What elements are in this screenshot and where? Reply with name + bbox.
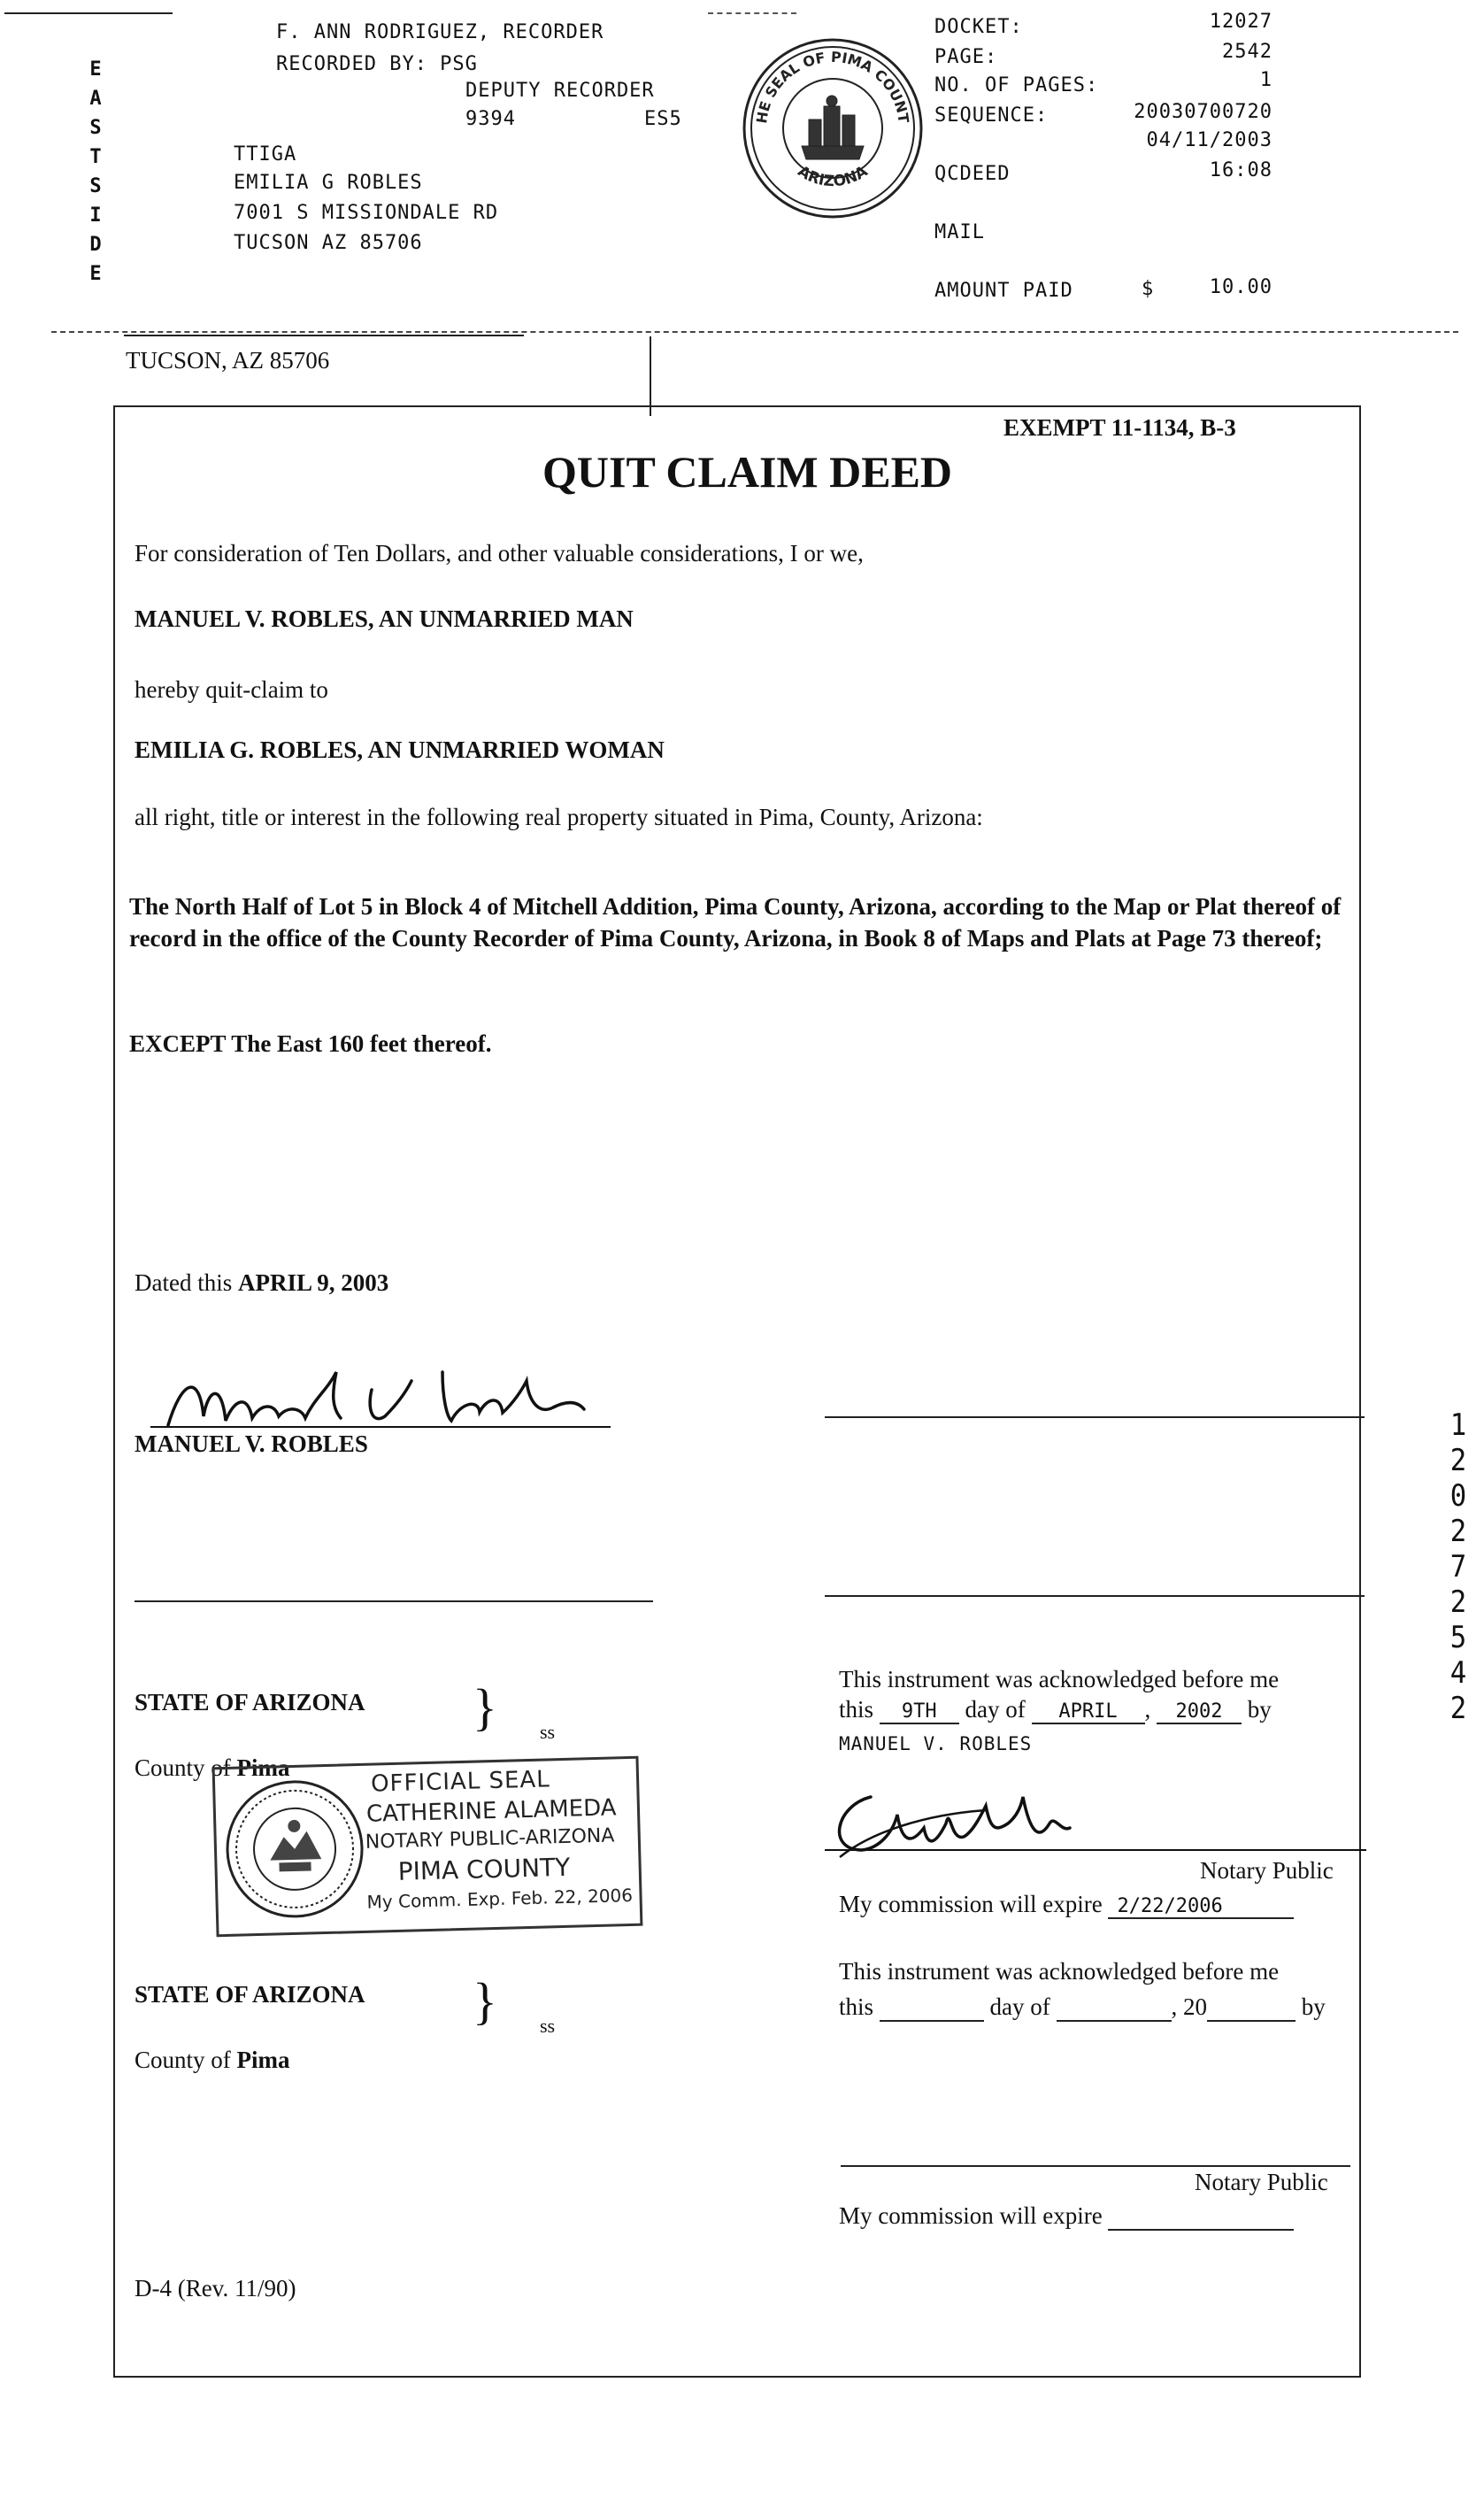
page-side-stamp: [1442, 1584, 1474, 1726]
pages-label: NO. OF PAGES:: [934, 74, 1099, 96]
notary2-signature-line: [841, 2165, 1350, 2167]
return-code: TTIGA: [234, 143, 297, 166]
grantee-name: EMILIA G. ROBLES, AN UNMARRIED WOMAN: [135, 736, 665, 763]
month-field: APRIL: [1032, 1700, 1145, 1724]
seal-bottom-text: ARIZONA: [794, 162, 872, 191]
except-clause: EXCEPT The East 160 feet thereof.: [129, 1030, 492, 1057]
stamp-notary-name: CATHERINE ALAMEDA: [365, 1794, 617, 1828]
notary2-commission: [839, 2202, 1294, 2231]
recorder-name: F. ANN RODRIGUEZ, RECORDER: [276, 21, 604, 43]
notary1-by-name: MANUEL V. ROBLES: [839, 1733, 1033, 1754]
page-digit: 2: [1449, 1584, 1467, 1620]
blank-signature-line: [825, 1595, 1365, 1597]
day-field: 9TH: [880, 1700, 959, 1724]
page-digit: 5: [1449, 1620, 1467, 1655]
commission-label: My commission will expire: [839, 1891, 1103, 1917]
side-letter: E: [89, 263, 102, 285]
legal-description: The North Half of Lot 5 in Block 4 of Mitchell Addition, Pima County, Arizona, according to the Map or Plat thereof of record in the office of the County Recorder of Pima County, Arizona, in Book 8 of Maps and Plats at Page 73 thereof;: [129, 893, 1342, 952]
exemption-code: EXEMPT 11-1134, B-3: [1003, 414, 1236, 441]
pima-county-seal: [740, 35, 926, 221]
notary1-date-line: this 9TH day of APRIL , 2002 by: [839, 1696, 1272, 1723]
deputy-recorder-label: DEPUTY RECORDER: [465, 80, 655, 102]
deputy-number: 9394: [465, 108, 516, 130]
sequence-label: SEQUENCE:: [934, 104, 1049, 127]
side-letter: T: [89, 146, 102, 168]
stamp-notary-title: NOTARY PUBLIC-ARIZONA: [365, 1824, 615, 1854]
by-label: by: [1247, 1696, 1272, 1723]
stamp-commission: My Comm. Exp. Feb. 22, 2006: [366, 1884, 634, 1913]
docket-label: DOCKET:: [934, 16, 1023, 38]
day-field: [880, 1998, 984, 2022]
year-prefix: 200: [1175, 1700, 1211, 1723]
signer-name: MANUEL V. ROBLES: [135, 1430, 368, 1457]
county-value: Pima: [236, 1754, 290, 1781]
page-digit: 2: [1449, 1691, 1467, 1726]
side-letter: E: [89, 58, 102, 81]
this-label: this: [839, 1696, 874, 1723]
side-letter: S: [89, 175, 102, 197]
notary2-ss: ss: [540, 2015, 556, 2037]
return-box-city: TUCSON, AZ 85706: [126, 347, 330, 374]
docket-digit: 7: [1449, 1549, 1467, 1584]
stamp-county: PIMA COUNTY: [397, 1852, 571, 1886]
recorded-by: RECORDED BY: PSG: [276, 53, 478, 75]
record-date: 04/11/2003: [1146, 129, 1273, 151]
notary2-date-line: this day of , 20 by: [839, 1993, 1326, 2020]
return-name: EMILIA G ROBLES: [234, 172, 423, 194]
dated-value: APRIL 9, 2003: [237, 1269, 389, 1296]
page-label: PAGE:: [934, 46, 998, 68]
notary2-public-label: Notary Public: [1195, 2169, 1328, 2195]
notary2-state: STATE OF ARIZONA: [135, 1981, 365, 2008]
side-letter: A: [89, 88, 102, 110]
grantor-name: MANUEL V. ROBLES, AN UNMARRIED MAN: [135, 605, 634, 632]
year-field: [1207, 1998, 1296, 2022]
amount-value: 10.00: [1209, 276, 1273, 298]
docket-side-stamp: [1442, 1407, 1474, 1584]
notary1-public-label: Notary Public: [1200, 1857, 1334, 1884]
docket-digit: 2: [1449, 1443, 1467, 1478]
commission-field: [1108, 2207, 1294, 2231]
return-street: 7001 S MISSIONDALE RD: [234, 202, 499, 224]
arizona-state-seal: [222, 1777, 367, 1922]
notary2-county: [135, 2047, 290, 2074]
county-prefix: County of: [135, 2047, 231, 2073]
blank-signature-line: [135, 1600, 653, 1602]
blank-signature-line: [825, 1416, 1365, 1418]
county-value: Pima: [236, 2047, 290, 2073]
dated-line: [135, 1269, 388, 1297]
property-intro: all right, title or interest in the following real property situated in Pima, County, Arizona:: [135, 804, 983, 830]
consideration-text: For consideration of Ten Dollars, and other valuable considerations, I or we,: [135, 540, 864, 567]
header-divider: [51, 331, 1458, 333]
notary1-commission: [839, 1891, 1294, 1919]
month-field: [1057, 1998, 1172, 2022]
side-letter: S: [89, 117, 102, 139]
docket-digit: 2: [1449, 1514, 1467, 1549]
side-letter: I: [89, 204, 102, 227]
amount-label: AMOUNT PAID: [934, 280, 1073, 302]
commission-value: 2/22/2006: [1108, 1895, 1294, 1919]
year-prefix: 20: [1183, 1993, 1207, 2020]
notary1-ack-text: This instrument was acknowledged before me: [839, 1666, 1280, 1692]
day-of-label: day of: [965, 1696, 1026, 1723]
form-number: D-4 (Rev. 11/90): [135, 2275, 296, 2301]
amount-currency: $: [1142, 278, 1155, 300]
return-box-top-line: [124, 335, 524, 336]
page-digit: 4: [1449, 1655, 1467, 1691]
docket-digit: 0: [1449, 1478, 1467, 1514]
this-label: this: [839, 1993, 874, 2020]
page-value: 2542: [1222, 41, 1273, 63]
docket-digit: 1: [1449, 1407, 1467, 1443]
side-letter: D: [89, 234, 102, 256]
docket-value: 12027: [1209, 11, 1273, 33]
pages-value: 1: [1259, 69, 1273, 91]
dated-prefix: Dated this: [135, 1269, 233, 1296]
notary1-ss: ss: [540, 1721, 556, 1743]
document-type: QCDEED: [934, 163, 1011, 185]
notary1-brace: }: [473, 1678, 497, 1736]
eastside-vertical-label: [85, 55, 106, 289]
notary2-brace: }: [473, 1972, 497, 2030]
by-label: by: [1301, 1993, 1326, 2020]
county-prefix: County of: [135, 1754, 231, 1781]
seal-top-text: HE SEAL OF PIMA COUNT: [753, 48, 912, 125]
deputy-code: ES5: [644, 108, 682, 130]
notary2-ack-text: This instrument was acknowledged before me: [839, 1958, 1280, 1985]
notary-official-stamp: [212, 1756, 643, 1938]
svg-text:ARIZONA: [795, 162, 872, 190]
top-edge-mark: [708, 12, 796, 14]
top-edge-mark: [4, 12, 173, 14]
year-field: [1157, 1700, 1242, 1724]
quitclaim-text: hereby quit-claim to: [135, 676, 328, 703]
stamp-official-seal: OFFICIAL SEAL: [370, 1766, 551, 1798]
day-of-label: day of: [989, 1993, 1050, 2020]
grantor-signature: [150, 1354, 611, 1443]
commission-label: My commission will expire: [839, 2202, 1103, 2229]
mail-label: MAIL: [934, 221, 985, 243]
return-box-right-edge: [650, 336, 651, 416]
return-city: TUCSON AZ 85706: [234, 232, 423, 254]
deed-title: QUIT CLAIM DEED: [542, 447, 953, 497]
sequence-value: 20030700720: [1134, 101, 1273, 123]
notary1-state: STATE OF ARIZONA: [135, 1689, 365, 1715]
record-time: 16:08: [1209, 159, 1273, 181]
year-value: 2: [1211, 1700, 1223, 1723]
